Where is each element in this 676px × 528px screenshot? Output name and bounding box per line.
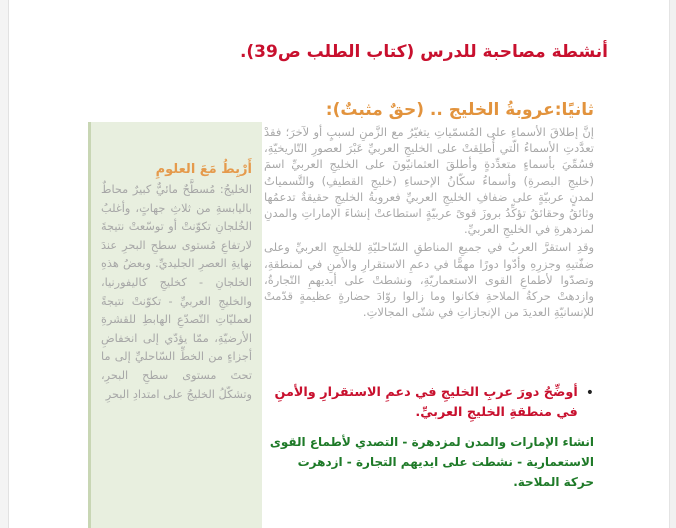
section-body — [264, 124, 594, 322]
science-link-sidebar — [88, 122, 262, 528]
sidebar-title: أَرْبِطُ مَعَ العلومِ — [155, 162, 252, 177]
answer-text: انشاء الإمارات والمدن لمزدهرة - التصدي لأطماع القوى الاستعمارية - نشطت على ايديهم التجارة - ازدهرت حركة الملاحة. — [269, 435, 594, 489]
bullet-icon: • — [585, 385, 594, 401]
question-text: أوضِّحُ دورَ عربِ الخليجِ في دعمِ الاستقرارِ والأمنِ في منطقةِ الخليجِ العربيِّ. — [274, 385, 578, 420]
body-paragraph: وقدِ استقرَّ العربُ في جميعِ المناطقِ السّاحليّةِ للخليجِ العربيِّ وعلى ضفّتيهِ وجزرِهِ وأدّوا دورًا مهمًّا في دعمِ الاستقرارِ والأمنِ في لمنطقةِ، وتصدّوا لأطماعِ القوى الاستعماريّةِ، ونشطتْ على أيديهمِ التّجارةُ، وازدهتْ حركةُ الملاحةِ فكانوا وما زالوا روّادَ حضارةٍ عظيمةٍ قدّمتْ للإنسانيّةِ العديدَ من الإنجازاتِ في شتّى المجالاتِ. — [264, 240, 594, 320]
sidebar-text: الخليجُ: مُسطَّحٌ مائيٌّ كبيرٌ محاطٌ باليابسةِ من ثلاثِ جهاتٍ، وأغلبُ الخُلجانِ تكوّنتْ أو توسّعتْ نتيجةَ لارتفاعِ مُستوى سطحِ البحرِ عندَ نهايةِ العصرِ الجليديِّ. وبعضُ هذهِ الخلجانِ - كخليجِ كاليفورنيا، والخليجِ العربيِّ - تكوّنتْ نتيجةً لعمليّاتِ التّصدّعِ الهابطِ للقشرةِ الأرضيّةِ، ممّا يؤدّي إلى انخفاضِ أجزاءٍ من الخطِّ السّاحليِّ إلى ما تحتَ مستوى سطحِ البحرِ، وتشكّلُ الخليجُ على امتدادِ البحرِ — [101, 183, 252, 401]
page-edge-right — [669, 0, 676, 528]
page-edge-left — [0, 0, 9, 528]
section-heading: ثانيًا:عروبةُ الخليج .. (حقٌ مثبتٌ): — [325, 100, 594, 120]
activity-title: أنشطة مصاحبة للدرس (كتاب الطلب ص39). — [239, 42, 608, 62]
question-item — [264, 383, 594, 423]
body-paragraph: إنَّ إطلاقَ الأسماءِ على المُسمّياتِ يتغيّرُ مع الزَّمنِ لسببٍ أو لآخرَ؛ فقدْ تعدَّدتِ الأسماءُ الّتي أُطلِقتْ على الخليجِ العربيِّ عَبْرَ لعصورِ التّاريخيّةِ، فسُمِّيَ بأسماءٍ متعدِّدةٍ وأطلقَ العثمانيّونَ على الخليجِ العربيِّ اسمَ (خليجِ البصرةِ) وأسماءُ سكّانُ الإحساءِ (خليجِ القطيفِ) والتَّسمياتُ لمدنٍ عربيّةٍ على ضفافِ الخليجِ العربيِّ فعروبةُ الخليجِ حقيقةٌ تدعمُها وثائقُ وحقائقُ تؤكِّدُ بروزَ قوىً عربيّةٍ استطاعتْ إنشاءَ الإماراتِ والمدنِ لمزدهرةِ في الخليجِ العربيِّ. — [264, 125, 594, 237]
